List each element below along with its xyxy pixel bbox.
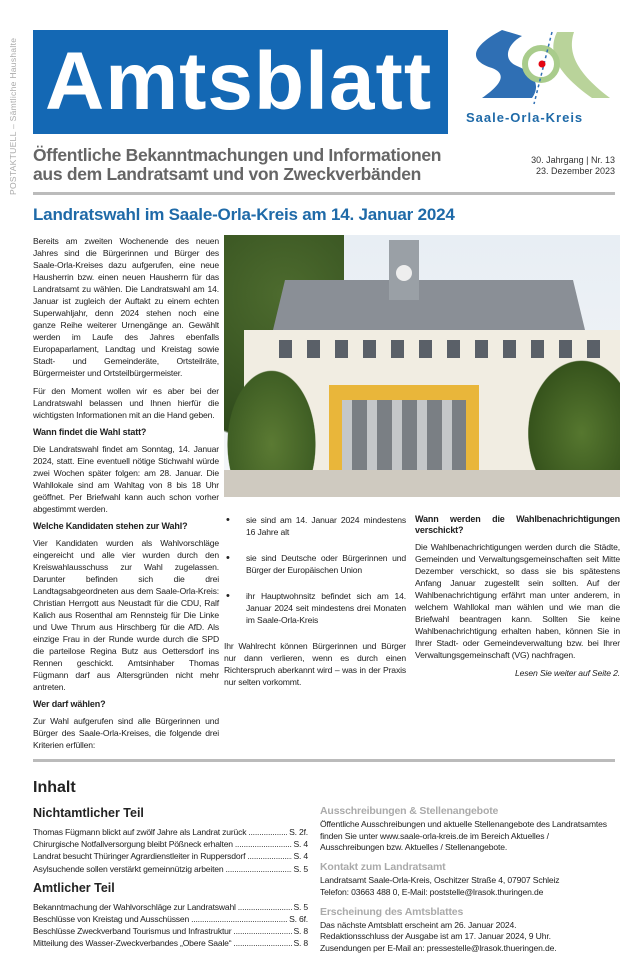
issue-number: 30. Jahrgang | Nr. 13 (531, 155, 615, 165)
section-title: Amtlicher Teil (33, 880, 115, 895)
article-column-3 (415, 514, 620, 694)
info-text: Landratsamt Saale-Orla-Kreis, Oschitzer Straße 4, 07907 Schleiz (320, 875, 560, 886)
divider (33, 192, 615, 195)
info-box (320, 805, 612, 962)
toc-entry[interactable] (33, 850, 308, 862)
toc-page: S. 5 (293, 863, 308, 874)
toc-label: Landrat besucht Thüringer Agrardienstleiter in Ruppersdorf (33, 851, 246, 862)
toc-entry[interactable] (33, 826, 308, 838)
toc-page: S. 4 (293, 839, 308, 850)
paragraph: Bereits am zweiten Wochenende des neuen Jahres sind die Bürgerinnen und Bürger des Saale-Orla-Kreises dazu aufgerufen, eine neue Hausherrin bzw. einen neuen Hausherrn für das Landratsamt zu wählen. Die Landratswahl am 14. Januar ist zugleich der Auftakt zu einem echten Superwahljahr, denn 2024 stehen noch eine ganze Reihe weiterer Urnengänge an. Gewählt werden im Laufe des Jahres ebenfalls Europaparlament, Landtag und Kreistag sowie Stadt- und Gemeinderäte, Ortsteilräte, Bürgermeister und Ortsteilbürgermeister. (33, 236, 219, 378)
paragraph: Für den Moment wollen wir es aber bei der Landratswahl belassen und Ihnen hierfür die wichtigsten Informationen mit an die Hand geben. (33, 386, 219, 420)
issue-date: 23. Dezember 2023 (535, 166, 615, 176)
landratsamt-building-photo (224, 235, 620, 497)
paragraph: Die Landratswahl findet am Sonntag, 14. Januar 2024, statt. Eine eventuell nötige Stichwahl würde zwei Wochen später folgen: am 28. Januar. Die Wahllokale sind am Wahltag von 8 bis 18 Uhr geöffnet. Per Briefwahl kann auch schon vorher abgestimmt werden. (33, 444, 219, 514)
bottom-section (33, 778, 620, 972)
article-right-area (224, 235, 620, 694)
masthead-subheader (33, 146, 615, 184)
toc-label: Beschlüsse von Kreistag und Ausschüssen (33, 914, 190, 925)
paragraph: Zur Wahl aufgerufen sind alle Bürgerinnen und Bürger des Saale-Orla-Kreises, die folgende drei Kriterien erfüllen: (33, 716, 219, 750)
page-body (33, 192, 620, 972)
article-column-2 (224, 514, 406, 694)
toc-label: Mitteilung des Wasser-Zweckverbandes „Obere Saale“ (33, 938, 232, 949)
list-item: • sie sind am 14. Januar 2024 mindestens 16 Jahre alt (224, 514, 406, 538)
saale-orla-kreis-logo (462, 28, 612, 108)
paragraph: Vier Kandidaten wurden als Wahlvorschläge eingereicht und alle vier wurden durch den Kreiswahlausschuss zur Wahl zugelassen. Darunter befinden sich die drei Landtagsabgeordneten aus dem Saale-Orla-Kreis: Christian Herrgott aus Neustadt für die CDU, Ralf Kalich aus Rosenthal am Rennsteig für Die Linke und Uwe Thrum aus Hirschberg für die AfD. Als einzige Frau in der Runde wurde durch die SPD die parteilose Regina Butz aus Oettersdorf ins Rennen geschickt. Amtsinhaber Thomas Fügmann darf aus Altersgründen nicht mehr antreten. (33, 538, 219, 692)
list-item: • sie sind Deutsche oder Bürgerinnen und Bürger der Europäischen Union (224, 552, 406, 576)
article (33, 235, 620, 757)
toc-entry[interactable] (33, 913, 308, 925)
divider (33, 759, 615, 762)
distribution-label: POSTAKTUELL – Sämtliche Haushalte (8, 37, 18, 195)
info-title: Ausschreibungen & Stellenangebote (320, 805, 499, 817)
subtitle-line: aus dem Landratsamt und von Zweckverbänden (33, 164, 422, 184)
logo-wordmark: Saale-Orla-Kreis (466, 110, 584, 125)
list-item: • ihr Hauptwohnsitz befindet sich am 14. Januar 2024 seit mindestens drei Monaten im Saale-Orla-Kreis (224, 590, 406, 626)
subtitle-line: Öffentliche Bekanntmachungen und Informationen (33, 145, 442, 165)
paragraph: Ihr Wahlrecht können Bürgerinnen und Bürger nur dann verlieren, wenn es durch einen Richterspruch aberkannt wird – was in der Praxis nur selten vorkommt. (224, 641, 406, 687)
info-text: Das nächste Amtsblatt erscheint am 26. Januar 2024. (320, 919, 517, 930)
paragraph: Die Wahlbenachrichtigungen werden durch die Städte, Gemeinden und Verwaltungsgemeinschaften seit Mitte Dezember verschickt, so dass sie bis spätestens Anfang Januar zugestellt sein sollten. Auf der Wahlbenachrichtigung erfährt man unter anderem, in welchem Wahllokal man wählen und wie man die Briefwahl beantragen kann. Sollten Sie keine Wahlbenachrichtigung erhalten haben, können Sie in Ihrer Stadt- oder Gemeindeverwaltung bzw. bei Ihrer Verwaltungsgemeinschaft (VG) nachfragen. (415, 542, 620, 660)
issue-info (531, 155, 615, 177)
table-of-contents (33, 778, 308, 962)
masthead-subtitle (33, 146, 521, 184)
article-column-1 (33, 235, 219, 757)
toc-label: Thomas Fügmann blickt auf zwölf Jahre als Landrat zurück (33, 827, 247, 837)
criteria-list (224, 514, 406, 626)
info-contact (320, 861, 612, 898)
toc-label: Chirurgische Notfallversorgung bleibt Pößneck erhalten (33, 839, 233, 850)
info-text: Redaktionsschluss der Ausgabe ist am 17. Januar 2024, 9 Uhr. (320, 931, 551, 942)
subheading: Wann werden die Wahlbenachrichtigungen verschickt? (415, 514, 620, 535)
info-title: Erscheinung des Amtsblattes (320, 905, 464, 918)
article-lower-columns (224, 514, 620, 694)
masthead-title: Amtsblatt (33, 30, 448, 134)
section-title: Nichtamtlicher Teil (33, 806, 144, 820)
toc-entry[interactable] (33, 838, 308, 850)
info-tenders (320, 805, 612, 854)
toc-page: S. 2f. (289, 827, 308, 837)
info-text: Telefon: 03663 488 0, E-Mail: poststelle@lrasok.thuringen.de (320, 886, 544, 897)
toc-label: Bekanntmachung der Wahlvorschläge zur Landratswahl (33, 901, 236, 912)
toc-page: S. 8 (293, 938, 308, 949)
toc-page: S. 4 (293, 851, 308, 862)
info-title: Kontakt zum Landratsamt (320, 861, 446, 874)
article-headline: Landratswahl im Saale-Orla-Kreis am 14. Januar 2024 (33, 205, 455, 224)
contents-title: Inhalt (33, 779, 76, 796)
subheading: Wann findet die Wahl statt? (33, 427, 147, 437)
toc-page: S. 5 (293, 901, 308, 912)
toc-entry[interactable] (33, 901, 308, 913)
toc-entry[interactable] (33, 925, 308, 937)
toc-entry[interactable] (33, 863, 308, 875)
info-text: Zusendungen per E-Mail an: pressestelle@lrasok.thueringen.de. (320, 942, 557, 953)
subheading: Wer darf wählen? (33, 699, 106, 709)
toc-label: Beschlüsse Zweckverband Tourismus und Infrastruktur (33, 926, 232, 937)
continue-link[interactable]: Lesen Sie weiter auf Seite 2. (514, 668, 620, 678)
toc-page: S. 6f. (289, 914, 308, 925)
toc-entry[interactable] (33, 937, 308, 949)
subheading: Welche Kandidaten stehen zur Wahl? (33, 521, 188, 531)
toc-page: S. 8 (293, 926, 308, 937)
toc-label: Asylsuchende sollen verstärkt gemeinnützig arbeiten (33, 863, 224, 874)
info-text: Öffentliche Ausschreibungen und aktuelle Stellenangebote des Landratsamtes finden Sie unter www.saale-orla-kreis.de im Bereich Aktuelles / Ausschreibungen bzw. Aktuelles / Stellenangebote. (320, 819, 607, 853)
info-publication (320, 906, 612, 955)
